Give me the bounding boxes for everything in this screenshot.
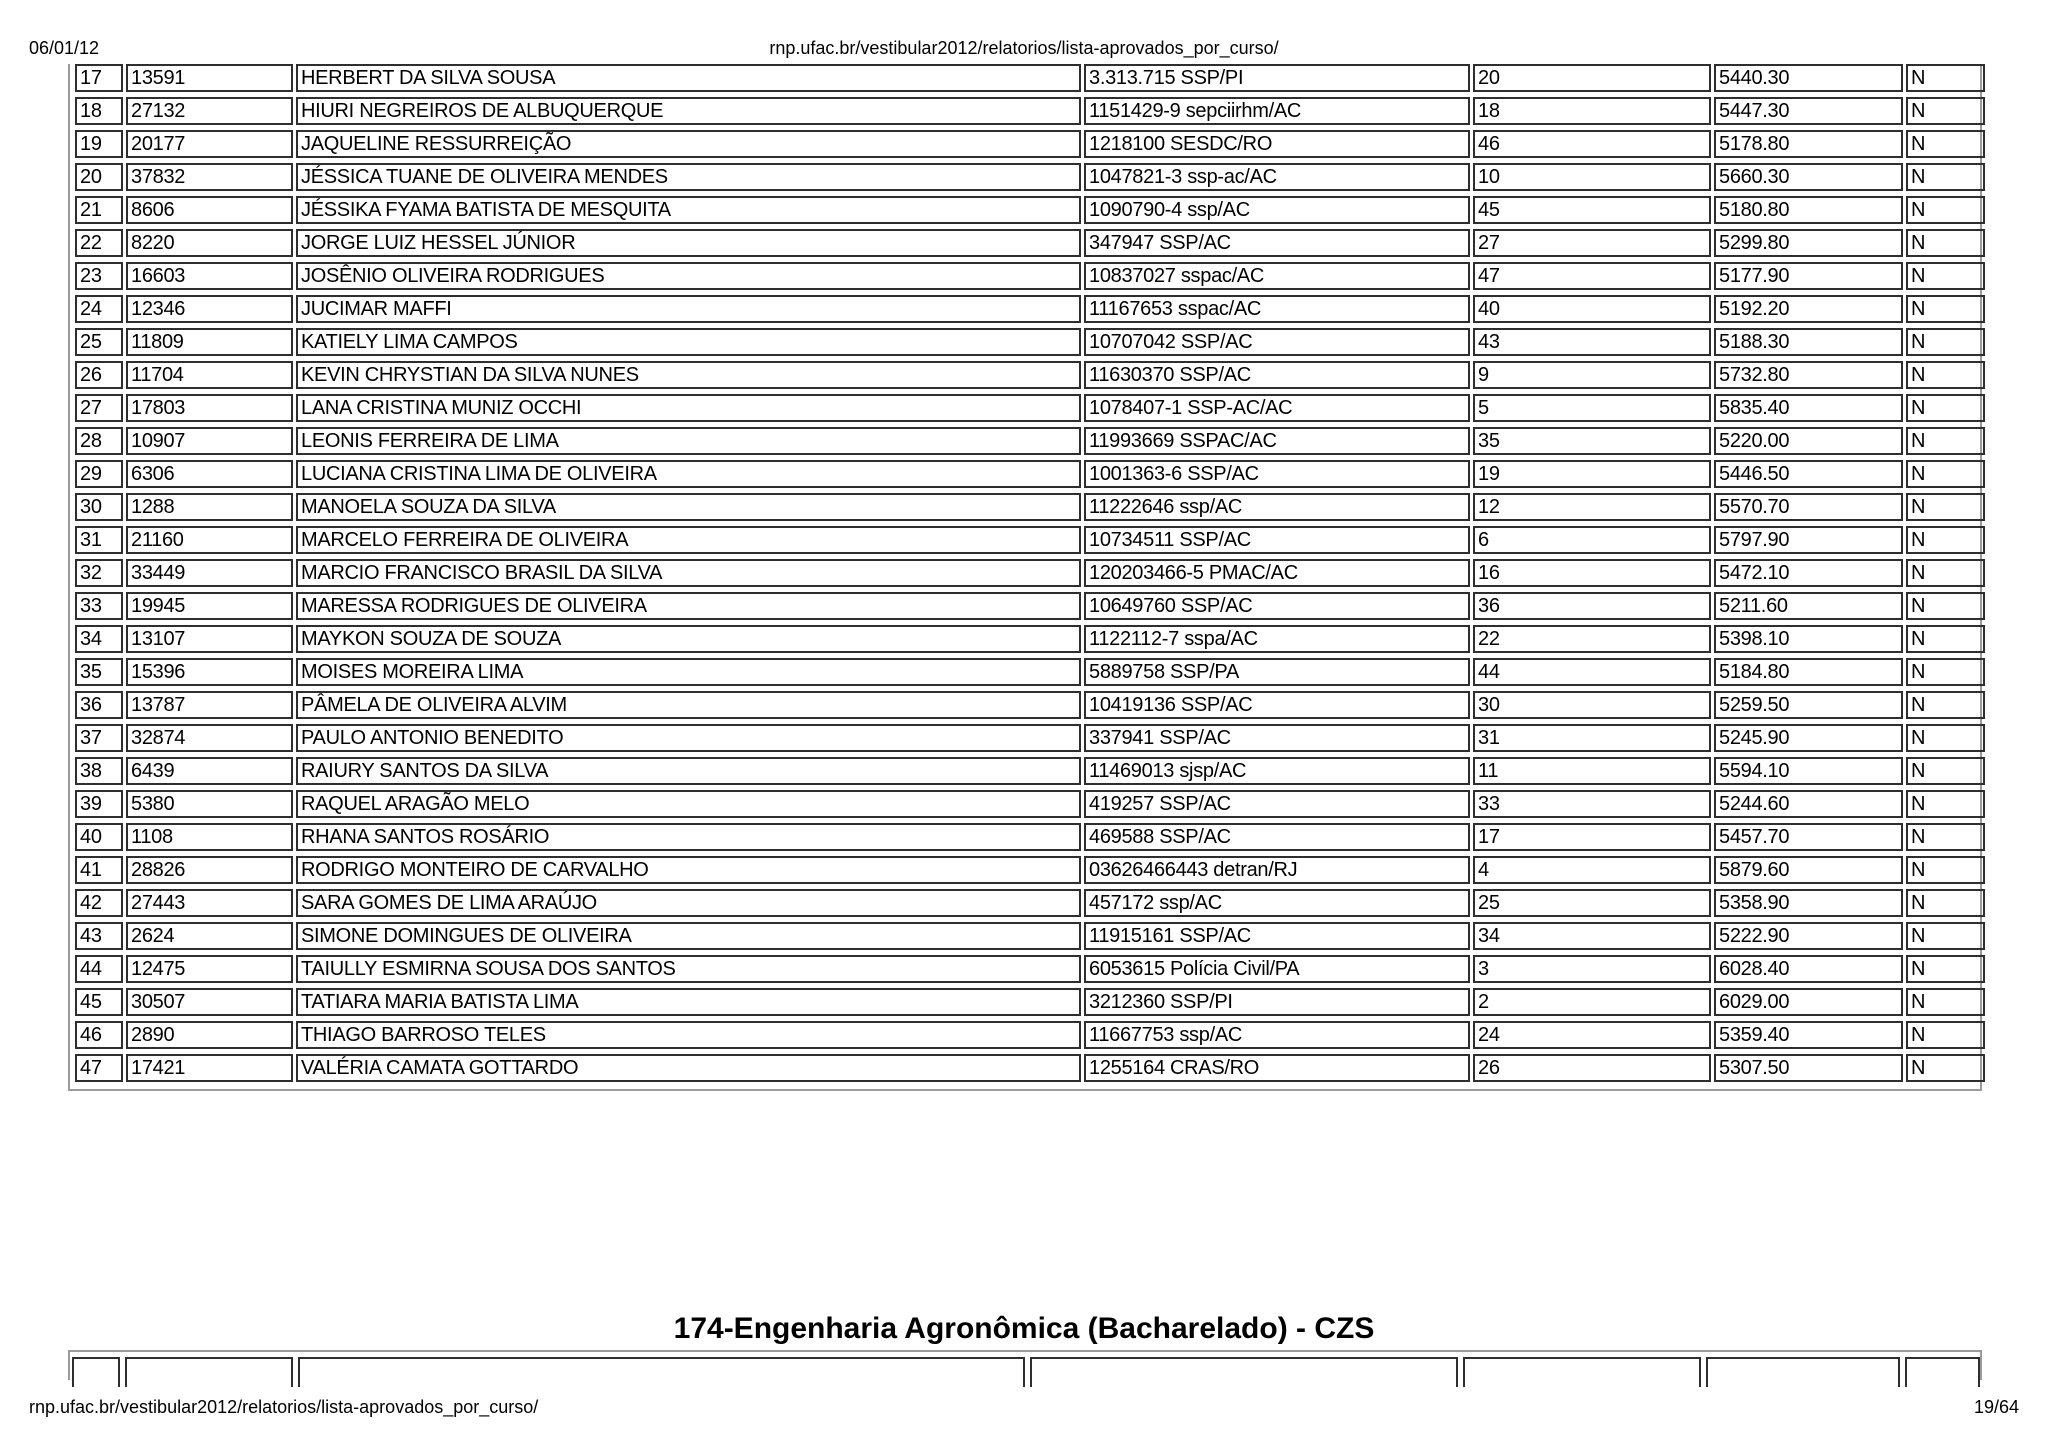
status-cell: N: [1906, 988, 1985, 1016]
name-cell: TATIARA MARIA BATISTA LIMA: [296, 988, 1081, 1016]
inscricao-cell: 17421: [126, 1054, 293, 1082]
score-cell: 5359.40: [1714, 1021, 1903, 1049]
next-table-cell: [298, 1357, 1025, 1387]
rank-cell: 43: [75, 922, 123, 950]
name-cell: RAQUEL ARAGÃO MELO: [296, 790, 1081, 818]
score-cell: 5211.60: [1714, 592, 1903, 620]
classification-cell: 2: [1473, 988, 1711, 1016]
inscricao-cell: 32874: [126, 724, 293, 752]
rank-cell: 47: [75, 1054, 123, 1082]
next-table-cell: [72, 1357, 120, 1387]
status-cell: N: [1906, 922, 1985, 950]
document-cell: 10419136 SSP/AC: [1084, 691, 1470, 719]
document-cell: 1255164 CRAS/RO: [1084, 1054, 1470, 1082]
inscricao-cell: 19945: [126, 592, 293, 620]
classification-cell: 27: [1473, 229, 1711, 257]
status-cell: N: [1906, 97, 1985, 125]
status-cell: N: [1906, 1021, 1985, 1049]
rank-cell: 26: [75, 361, 123, 389]
inscricao-cell: 8606: [126, 196, 293, 224]
status-cell: N: [1906, 196, 1985, 224]
inscricao-cell: 27132: [126, 97, 293, 125]
rank-cell: 35: [75, 658, 123, 686]
page-number: 19/64: [1973, 1397, 2019, 1417]
table-row: [75, 97, 1985, 125]
rank-cell: 23: [75, 262, 123, 290]
name-cell: SIMONE DOMINGUES DE OLIVEIRA: [296, 922, 1081, 950]
score-cell: 5244.60: [1714, 790, 1903, 818]
name-cell: JAQUELINE RESSURREIÇÃO: [296, 130, 1081, 158]
status-cell: N: [1906, 361, 1985, 389]
name-cell: HERBERT DA SILVA SOUSA: [296, 64, 1081, 92]
results-table-container: [68, 64, 1982, 1091]
inscricao-cell: 28826: [126, 856, 293, 884]
table-row: [75, 328, 1985, 356]
next-table-cell: [1030, 1357, 1458, 1387]
table-row: [75, 130, 1985, 158]
document-cell: 11167653 sspac/AC: [1084, 295, 1470, 323]
status-cell: N: [1906, 229, 1985, 257]
name-cell: MANOELA SOUZA DA SILVA: [296, 493, 1081, 521]
section-title: 174-Engenharia Agronômica (Bacharelado) - CZS: [673, 1312, 1375, 1345]
document-cell: 337941 SSP/AC: [1084, 724, 1470, 752]
document-cell: 10734511 SSP/AC: [1084, 526, 1470, 554]
score-cell: 5472.10: [1714, 559, 1903, 587]
classification-cell: 44: [1473, 658, 1711, 686]
table-row: [75, 262, 1985, 290]
name-cell: JUCIMAR MAFFI: [296, 295, 1081, 323]
name-cell: LANA CRISTINA MUNIZ OCCHI: [296, 394, 1081, 422]
status-cell: N: [1906, 724, 1985, 752]
next-section-table-start: [68, 1350, 1982, 1380]
rank-cell: 37: [75, 724, 123, 752]
name-cell: JÉSSIKA FYAMA BATISTA DE MESQUITA: [296, 196, 1081, 224]
classification-cell: 10: [1473, 163, 1711, 191]
status-cell: N: [1906, 427, 1985, 455]
name-cell: VALÉRIA CAMATA GOTTARDO: [296, 1054, 1081, 1082]
inscricao-cell: 11704: [126, 361, 293, 389]
document-cell: 1218100 SESDC/RO: [1084, 130, 1470, 158]
table-row: [75, 64, 1985, 92]
classification-cell: 9: [1473, 361, 1711, 389]
classification-cell: 5: [1473, 394, 1711, 422]
document-cell: 10837027 sspac/AC: [1084, 262, 1470, 290]
name-cell: MARCIO FRANCISCO BRASIL DA SILVA: [296, 559, 1081, 587]
rank-cell: 27: [75, 394, 123, 422]
inscricao-cell: 6306: [126, 460, 293, 488]
table-row: [75, 823, 1985, 851]
status-cell: N: [1906, 691, 1985, 719]
score-cell: 5447.30: [1714, 97, 1903, 125]
name-cell: RODRIGO MONTEIRO DE CARVALHO: [296, 856, 1081, 884]
name-cell: MAYKON SOUZA DE SOUZA: [296, 625, 1081, 653]
rank-cell: 29: [75, 460, 123, 488]
score-cell: 5660.30: [1714, 163, 1903, 191]
rank-cell: 19: [75, 130, 123, 158]
score-cell: 5178.80: [1714, 130, 1903, 158]
name-cell: RAIURY SANTOS DA SILVA: [296, 757, 1081, 785]
table-row: [75, 559, 1985, 587]
status-cell: N: [1906, 592, 1985, 620]
document-cell: 120203466-5 PMAC/AC: [1084, 559, 1470, 587]
table-row: [75, 856, 1985, 884]
inscricao-cell: 1108: [126, 823, 293, 851]
inscricao-cell: 6439: [126, 757, 293, 785]
classification-cell: 20: [1473, 64, 1711, 92]
score-cell: 5299.80: [1714, 229, 1903, 257]
score-cell: 5732.80: [1714, 361, 1903, 389]
rank-cell: 46: [75, 1021, 123, 1049]
rank-cell: 36: [75, 691, 123, 719]
document-cell: 11222646 ssp/AC: [1084, 493, 1470, 521]
table-row: [75, 1054, 1985, 1082]
score-cell: 5188.30: [1714, 328, 1903, 356]
status-cell: N: [1906, 526, 1985, 554]
status-cell: N: [1906, 856, 1985, 884]
name-cell: MARESSA RODRIGUES DE OLIVEIRA: [296, 592, 1081, 620]
classification-cell: 25: [1473, 889, 1711, 917]
inscricao-cell: 13787: [126, 691, 293, 719]
inscricao-cell: 13591: [126, 64, 293, 92]
next-table-cell: [1905, 1357, 1980, 1387]
name-cell: THIAGO BARROSO TELES: [296, 1021, 1081, 1049]
score-cell: 5177.90: [1714, 262, 1903, 290]
score-cell: 5180.80: [1714, 196, 1903, 224]
classification-cell: 40: [1473, 295, 1711, 323]
classification-cell: 47: [1473, 262, 1711, 290]
document-cell: 10649760 SSP/AC: [1084, 592, 1470, 620]
document-cell: 10707042 SSP/AC: [1084, 328, 1470, 356]
table-row: [75, 625, 1985, 653]
document-cell: 3212360 SSP/PI: [1084, 988, 1470, 1016]
classification-cell: 24: [1473, 1021, 1711, 1049]
table-row: [75, 1021, 1985, 1049]
score-cell: 5245.90: [1714, 724, 1903, 752]
rank-cell: 38: [75, 757, 123, 785]
status-cell: N: [1906, 955, 1985, 983]
rank-cell: 20: [75, 163, 123, 191]
inscricao-cell: 30507: [126, 988, 293, 1016]
inscricao-cell: 12475: [126, 955, 293, 983]
score-cell: 5220.00: [1714, 427, 1903, 455]
table-row: [75, 460, 1985, 488]
classification-cell: 12: [1473, 493, 1711, 521]
rank-cell: 42: [75, 889, 123, 917]
status-cell: N: [1906, 394, 1985, 422]
name-cell: LUCIANA CRISTINA LIMA DE OLIVEIRA: [296, 460, 1081, 488]
inscricao-cell: 17803: [126, 394, 293, 422]
score-cell: 5594.10: [1714, 757, 1903, 785]
rank-cell: 24: [75, 295, 123, 323]
name-cell: MOISES MOREIRA LIMA: [296, 658, 1081, 686]
table-row: [75, 724, 1985, 752]
table-row: [75, 526, 1985, 554]
page-url-header: rnp.ufac.br/vestibular2012/relatorios/lista-aprovados_por_curso/: [769, 38, 1279, 58]
document-cell: 1001363-6 SSP/AC: [1084, 460, 1470, 488]
score-cell: 5184.80: [1714, 658, 1903, 686]
document-cell: 1151429-9 sepciirhm/AC: [1084, 97, 1470, 125]
score-cell: 5307.50: [1714, 1054, 1903, 1082]
name-cell: RHANA SANTOS ROSÁRIO: [296, 823, 1081, 851]
inscricao-cell: 21160: [126, 526, 293, 554]
name-cell: JÉSSICA TUANE DE OLIVEIRA MENDES: [296, 163, 1081, 191]
inscricao-cell: 5380: [126, 790, 293, 818]
table-row: [75, 361, 1985, 389]
classification-cell: 43: [1473, 328, 1711, 356]
classification-cell: 18: [1473, 97, 1711, 125]
table-row: [75, 691, 1985, 719]
table-row: [75, 427, 1985, 455]
document-cell: 1047821-3 ssp-ac/AC: [1084, 163, 1470, 191]
rank-cell: 39: [75, 790, 123, 818]
score-cell: 5835.40: [1714, 394, 1903, 422]
inscricao-cell: 16603: [126, 262, 293, 290]
inscricao-cell: 10907: [126, 427, 293, 455]
table-row: [75, 493, 1985, 521]
classification-cell: 19: [1473, 460, 1711, 488]
score-cell: 5259.50: [1714, 691, 1903, 719]
inscricao-cell: 37832: [126, 163, 293, 191]
name-cell: TAIULLY ESMIRNA SOUSA DOS SANTOS: [296, 955, 1081, 983]
classification-cell: 46: [1473, 130, 1711, 158]
score-cell: 5446.50: [1714, 460, 1903, 488]
document-cell: 3.313.715 SSP/PI: [1084, 64, 1470, 92]
status-cell: N: [1906, 1054, 1985, 1082]
document-cell: 347947 SSP/AC: [1084, 229, 1470, 257]
page-url-footer: rnp.ufac.br/vestibular2012/relatorios/lista-aprovados_por_curso/: [29, 1397, 539, 1417]
score-cell: 5398.10: [1714, 625, 1903, 653]
document-cell: 1090790-4 ssp/AC: [1084, 196, 1470, 224]
score-cell: 5192.20: [1714, 295, 1903, 323]
classification-cell: 4: [1473, 856, 1711, 884]
classification-cell: 45: [1473, 196, 1711, 224]
table-row: [75, 658, 1985, 686]
score-cell: 6029.00: [1714, 988, 1903, 1016]
page-date: 06/01/12: [29, 38, 100, 58]
classification-cell: 17: [1473, 823, 1711, 851]
next-table-cell: [125, 1357, 293, 1387]
classification-cell: 11: [1473, 757, 1711, 785]
results-table-body: [75, 64, 1985, 1082]
classification-cell: 33: [1473, 790, 1711, 818]
status-cell: N: [1906, 757, 1985, 785]
score-cell: 6028.40: [1714, 955, 1903, 983]
document-cell: 11469013 sjsp/AC: [1084, 757, 1470, 785]
score-cell: 5440.30: [1714, 64, 1903, 92]
status-cell: N: [1906, 790, 1985, 818]
document-cell: 11993669 SSPAC/AC: [1084, 427, 1470, 455]
rank-cell: 18: [75, 97, 123, 125]
rank-cell: 44: [75, 955, 123, 983]
status-cell: N: [1906, 889, 1985, 917]
name-cell: HIURI NEGREIROS DE ALBUQUERQUE: [296, 97, 1081, 125]
inscricao-cell: 20177: [126, 130, 293, 158]
table-row: [75, 163, 1985, 191]
status-cell: N: [1906, 460, 1985, 488]
classification-cell: 30: [1473, 691, 1711, 719]
status-cell: N: [1906, 559, 1985, 587]
next-table-cell: [1463, 1357, 1701, 1387]
rank-cell: 22: [75, 229, 123, 257]
classification-cell: 22: [1473, 625, 1711, 653]
score-cell: 5879.60: [1714, 856, 1903, 884]
name-cell: PÂMELA DE OLIVEIRA ALVIM: [296, 691, 1081, 719]
classification-cell: 36: [1473, 592, 1711, 620]
table-row: [75, 196, 1985, 224]
score-cell: 5222.90: [1714, 922, 1903, 950]
status-cell: N: [1906, 658, 1985, 686]
next-table-cell: [1706, 1357, 1900, 1387]
classification-cell: 34: [1473, 922, 1711, 950]
document-cell: 6053615 Polícia Civil/PA: [1084, 955, 1470, 983]
status-cell: N: [1906, 64, 1985, 92]
table-row: [75, 955, 1985, 983]
document-cell: 457172 ssp/AC: [1084, 889, 1470, 917]
classification-cell: 6: [1473, 526, 1711, 554]
inscricao-cell: 15396: [126, 658, 293, 686]
table-row: [75, 889, 1985, 917]
document-cell: 1122112-7 sspa/AC: [1084, 625, 1470, 653]
inscricao-cell: 8220: [126, 229, 293, 257]
rank-cell: 34: [75, 625, 123, 653]
name-cell: LEONIS FERREIRA DE LIMA: [296, 427, 1081, 455]
document-cell: 11667753 ssp/AC: [1084, 1021, 1470, 1049]
name-cell: MARCELO FERREIRA DE OLIVEIRA: [296, 526, 1081, 554]
document-cell: 1078407-1 SSP-AC/AC: [1084, 394, 1470, 422]
status-cell: N: [1906, 493, 1985, 521]
name-cell: JORGE LUIZ HESSEL JÚNIOR: [296, 229, 1081, 257]
table-row: [75, 229, 1985, 257]
inscricao-cell: 27443: [126, 889, 293, 917]
name-cell: PAULO ANTONIO BENEDITO: [296, 724, 1081, 752]
status-cell: N: [1906, 328, 1985, 356]
name-cell: KEVIN CHRYSTIAN DA SILVA NUNES: [296, 361, 1081, 389]
status-cell: N: [1906, 823, 1985, 851]
inscricao-cell: 2624: [126, 922, 293, 950]
score-cell: 5457.70: [1714, 823, 1903, 851]
score-cell: 5358.90: [1714, 889, 1903, 917]
rank-cell: 25: [75, 328, 123, 356]
table-row: [75, 790, 1985, 818]
inscricao-cell: 13107: [126, 625, 293, 653]
inscricao-cell: 12346: [126, 295, 293, 323]
classification-cell: 26: [1473, 1054, 1711, 1082]
table-row: [75, 922, 1985, 950]
classification-cell: 35: [1473, 427, 1711, 455]
score-cell: 5797.90: [1714, 526, 1903, 554]
name-cell: JOSÊNIO OLIVEIRA RODRIGUES: [296, 262, 1081, 290]
inscricao-cell: 11809: [126, 328, 293, 356]
score-cell: 5570.70: [1714, 493, 1903, 521]
results-table: [72, 59, 1988, 1087]
status-cell: N: [1906, 130, 1985, 158]
document-cell: 419257 SSP/AC: [1084, 790, 1470, 818]
table-row: [75, 757, 1985, 785]
classification-cell: 3: [1473, 955, 1711, 983]
document-cell: 03626466443 detran/RJ: [1084, 856, 1470, 884]
classification-cell: 16: [1473, 559, 1711, 587]
status-cell: N: [1906, 625, 1985, 653]
document-cell: 11630370 SSP/AC: [1084, 361, 1470, 389]
document-cell: 469588 SSP/AC: [1084, 823, 1470, 851]
document-cell: 5889758 SSP/PA: [1084, 658, 1470, 686]
inscricao-cell: 1288: [126, 493, 293, 521]
name-cell: KATIELY LIMA CAMPOS: [296, 328, 1081, 356]
inscricao-cell: 2890: [126, 1021, 293, 1049]
table-row: [75, 988, 1985, 1016]
name-cell: SARA GOMES DE LIMA ARAÚJO: [296, 889, 1081, 917]
inscricao-cell: 33449: [126, 559, 293, 587]
rank-cell: 33: [75, 592, 123, 620]
rank-cell: 21: [75, 196, 123, 224]
rank-cell: 41: [75, 856, 123, 884]
rank-cell: 40: [75, 823, 123, 851]
rank-cell: 31: [75, 526, 123, 554]
rank-cell: 30: [75, 493, 123, 521]
rank-cell: 32: [75, 559, 123, 587]
status-cell: N: [1906, 262, 1985, 290]
document-cell: 11915161 SSP/AC: [1084, 922, 1470, 950]
rank-cell: 45: [75, 988, 123, 1016]
status-cell: N: [1906, 295, 1985, 323]
table-row: [75, 394, 1985, 422]
status-cell: N: [1906, 163, 1985, 191]
rank-cell: 17: [75, 64, 123, 92]
classification-cell: 31: [1473, 724, 1711, 752]
rank-cell: 28: [75, 427, 123, 455]
table-row: [75, 592, 1985, 620]
table-row: [75, 295, 1985, 323]
